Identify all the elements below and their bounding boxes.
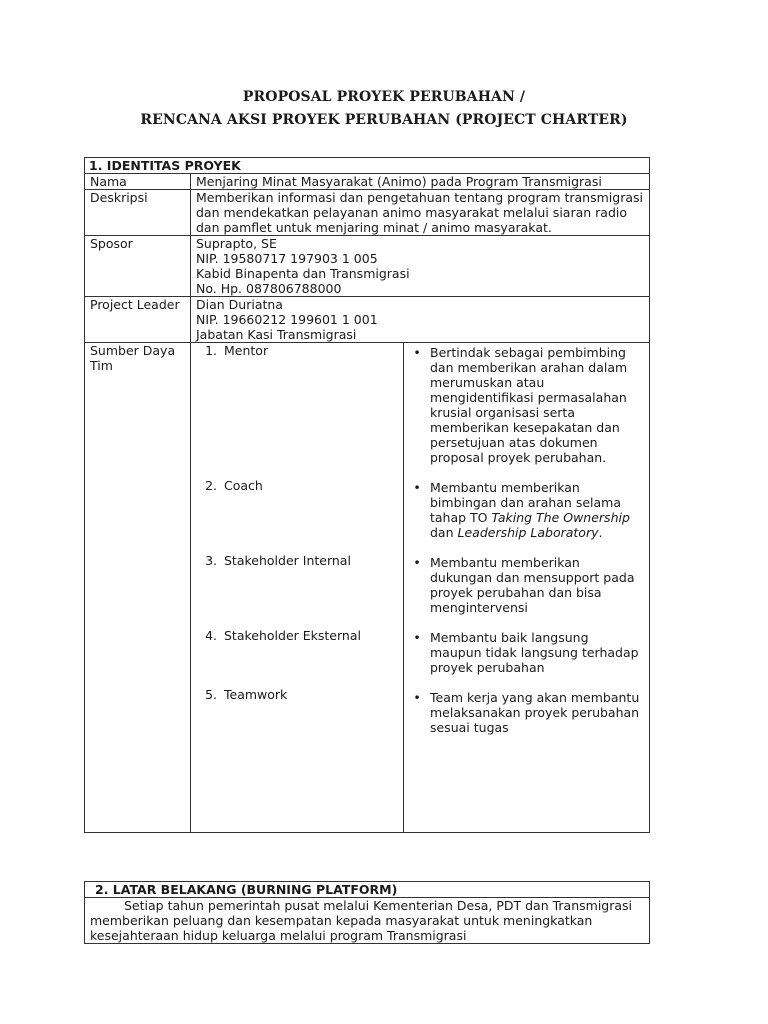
- tim-roles-cell: [191, 343, 404, 833]
- row-project-leader: [85, 297, 650, 343]
- role-teamwork: 5. Teamwork: [205, 687, 288, 702]
- role-stakeholder-eksternal: 4. Stakeholder Eksternal: [205, 628, 361, 643]
- label-sponsor: Sposor: [85, 236, 191, 297]
- section-header-latar-belakang: 2. LATAR BELAKANG (BURNING PLATFORM): [85, 882, 650, 898]
- desc-stakeholder-eksternal: • Membantu baik langsung maupun tidak langsung terhadap proyek perubahan: [404, 630, 644, 675]
- tim-descriptions-list: [404, 345, 644, 735]
- row-deskripsi: [85, 190, 650, 236]
- section-header-identitas: 1. IDENTITAS PROYEK: [85, 158, 650, 174]
- role-stakeholder-internal: 3. Stakeholder Internal: [205, 553, 351, 568]
- leader-position: Jabatan Kasi Transmigrasi: [196, 327, 357, 342]
- bullet-icon: •: [413, 345, 421, 360]
- label-deskripsi: Deskripsi: [85, 190, 191, 236]
- bullet-icon: •: [413, 690, 421, 705]
- desc-mentor: • Bertindak sebagai pembimbing dan memberikan arahan dalam merumuskan atau mengidentifikasi permasalahan krusial organisasi serta memberikan kesepakatan dan persetujuan atas dokumen proposal proyek perubahan.: [404, 345, 644, 465]
- row-sumber-daya-tim: [85, 343, 650, 833]
- desc-coach: • Membantu memberikan bimbingan dan arahan selama tahap TO Taking The Ownership dan Leadership Laboratory.: [404, 480, 644, 540]
- identitas-proyek-table: [84, 157, 650, 833]
- bullet-icon: •: [413, 555, 421, 570]
- sponsor-nip: NIP. 19580717 197903 1 005: [196, 251, 378, 266]
- label-project-leader: Project Leader: [85, 297, 191, 343]
- tim-roles-list: [191, 343, 398, 702]
- label-nama: Nama: [85, 174, 191, 190]
- latar-belakang-table: [84, 881, 650, 944]
- leader-nip: NIP. 19660212 199601 1 001: [196, 312, 378, 327]
- value-deskripsi: Memberikan informasi dan pengetahuan tentang program transmigrasi dan mendekatkan pelayanan animo masyarakat melalui siaran radio dan pamflet untuk menjaring minat / animo masyarakat.: [191, 190, 650, 236]
- document-subtitle: RENCANA AKSI PROYEK PERUBAHAN (PROJECT CHARTER): [140, 112, 628, 128]
- tim-descriptions-cell: [404, 343, 650, 833]
- row-sponsor: [85, 236, 650, 297]
- row-nama: [85, 174, 650, 190]
- desc-teamwork: • Team kerja yang akan membantu melaksanakan proyek perubahan sesuai tugas: [404, 690, 644, 735]
- bullet-icon: •: [413, 630, 421, 645]
- leader-name: Dian Duriatna: [196, 297, 283, 312]
- sponsor-name: Suprapto, SE: [196, 236, 277, 251]
- sponsor-phone: No. Hp. 087806788000: [196, 281, 342, 296]
- document-title: PROPOSAL PROYEK PERUBAHAN /: [242, 89, 526, 105]
- value-sponsor: [191, 236, 650, 297]
- value-project-leader: [191, 297, 650, 343]
- label-sumber-daya-tim: Sumber Daya Tim: [85, 343, 191, 833]
- value-nama: Menjaring Minat Masyarakat (Animo) pada Program Transmigrasi: [191, 174, 650, 190]
- bullet-icon: •: [413, 480, 421, 495]
- latar-belakang-paragraph: Setiap tahun pemerintah pusat melalui Kementerian Desa, PDT dan Transmigrasi memberikan peluang dan kesempatan kepada masyarakat untuk meningkatkan kesejahteraan hidup keluarga melalui program Transmigrasi: [85, 898, 650, 944]
- role-coach: 2. Coach: [205, 478, 263, 493]
- sponsor-position: Kabid Binapenta dan Transmigrasi: [196, 266, 410, 281]
- role-mentor: 1. Mentor: [205, 343, 269, 358]
- desc-stakeholder-internal: • Membantu memberikan dukungan dan mensupport pada proyek perubahan dan bisa mengintervensi: [404, 555, 644, 615]
